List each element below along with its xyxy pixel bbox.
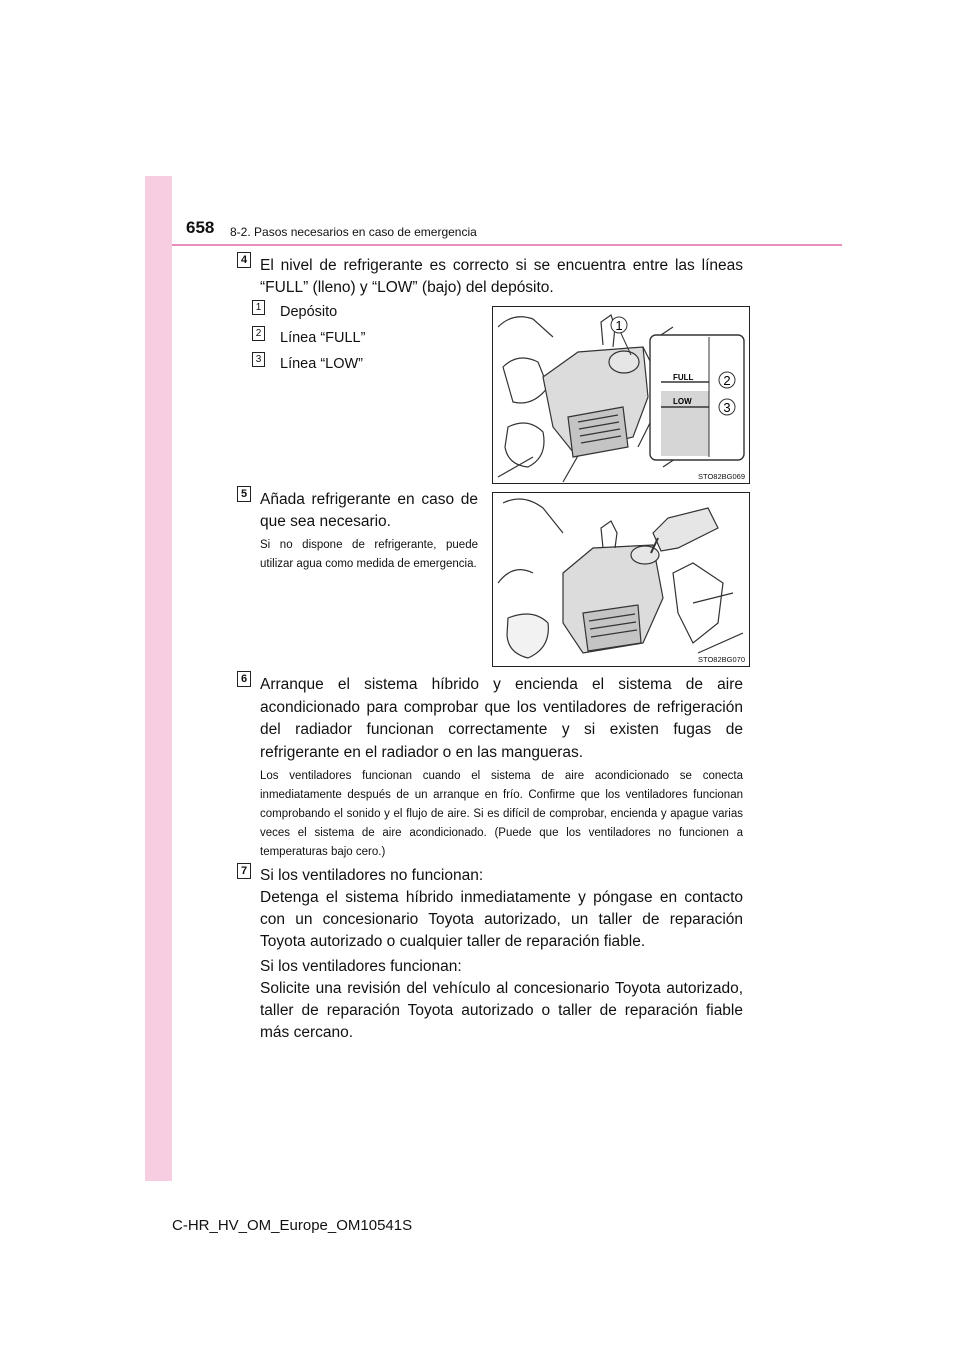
tank-cap [609, 351, 639, 373]
refill-illustration [493, 493, 749, 666]
step-number-6: 6 [237, 671, 251, 687]
step-number-7: 7 [237, 863, 251, 879]
step-7-text-a: Si los ventiladores no funcionan: Detenga el sistema híbrido inmediatamente y póngase en contacto con un concesionario Toyota autorizado, un taller de reparación Toyota autorizado o cualquier taller de reparación fiable. [260, 867, 743, 950]
cap-outline [505, 423, 544, 467]
step-5-note: Si no dispone de refrigerante, puede utilizar agua como medida de emergencia. [260, 539, 478, 570]
pink-sidebar [145, 176, 172, 1181]
step-6-text: Arranque el sistema híbrido y encienda el sistema de aire acondicionado para comprobar que los ventiladores de refrigeración del radiador funcionan correctamente y si existen fugas de refrigerante en el radiador o en las mangueras. [260, 676, 743, 761]
callout-1-label: 1 [615, 318, 623, 333]
hose-line [498, 317, 553, 337]
figure-coolant-reservoir [492, 306, 750, 484]
step-6-note: Los ventiladores funcionan cuando el sistema de aire acondicionado se conecta inmediatamente después de un arranque en frío. Confirme que los ventiladores funcionan comprobando el sonido y el flujo de aire. Si es difícil de comprobar, encienda y apague varias veces el sistema de aire acondicionado. (Puede que los ventiladores no funcionen a temperaturas bajo cero.) [260, 770, 743, 858]
legend-label-tank: Depósito [280, 304, 338, 320]
hose-line [503, 358, 548, 403]
header-rule [172, 244, 842, 246]
reservoir-illustration [493, 307, 749, 483]
callout-3-label: 3 [723, 400, 731, 415]
legend-number-2: 2 [252, 326, 265, 341]
low-label: LOW [673, 397, 692, 406]
callout-2-label: 2 [723, 373, 731, 388]
legend-label-low-line: Línea “LOW” [280, 356, 363, 372]
tank-opening [631, 546, 659, 564]
step-number-5: 5 [237, 486, 251, 502]
figure-code: STO82BG070 [698, 655, 745, 664]
section-title: 8-2. Pasos necesarios en caso de emergencia [230, 225, 477, 239]
legend-label-full-line: Línea “FULL” [280, 330, 366, 346]
figure-code: STO82BG069 [698, 472, 745, 481]
figure-add-coolant [492, 492, 750, 667]
step-7-text-b: Si los ventiladores funcionan: Solicite una revisión del vehículo al concesionario Toyota autorizado, taller de reparación Toyota autorizado o taller de reparación fiable más cercano. [260, 958, 743, 1041]
full-label: FULL [673, 373, 694, 382]
step-5-text: Añada refrigerante en caso de que sea necesario. [260, 491, 478, 530]
step-4-text: El nivel de refrigerante es correcto si se encuentra entre las líneas “FULL” (lleno) y “LOW” (bajo) del depósito. [260, 257, 743, 296]
legend-number-1: 1 [252, 300, 265, 315]
footer-doc-id: C-HR_HV_OM_Europe_OM10541S [172, 1217, 413, 1234]
coolant-jug [653, 508, 718, 551]
cap-outline [507, 614, 548, 658]
legend-number-3: 3 [252, 352, 265, 367]
step-number-4: 4 [237, 252, 251, 268]
page-number: 658 [186, 218, 215, 237]
